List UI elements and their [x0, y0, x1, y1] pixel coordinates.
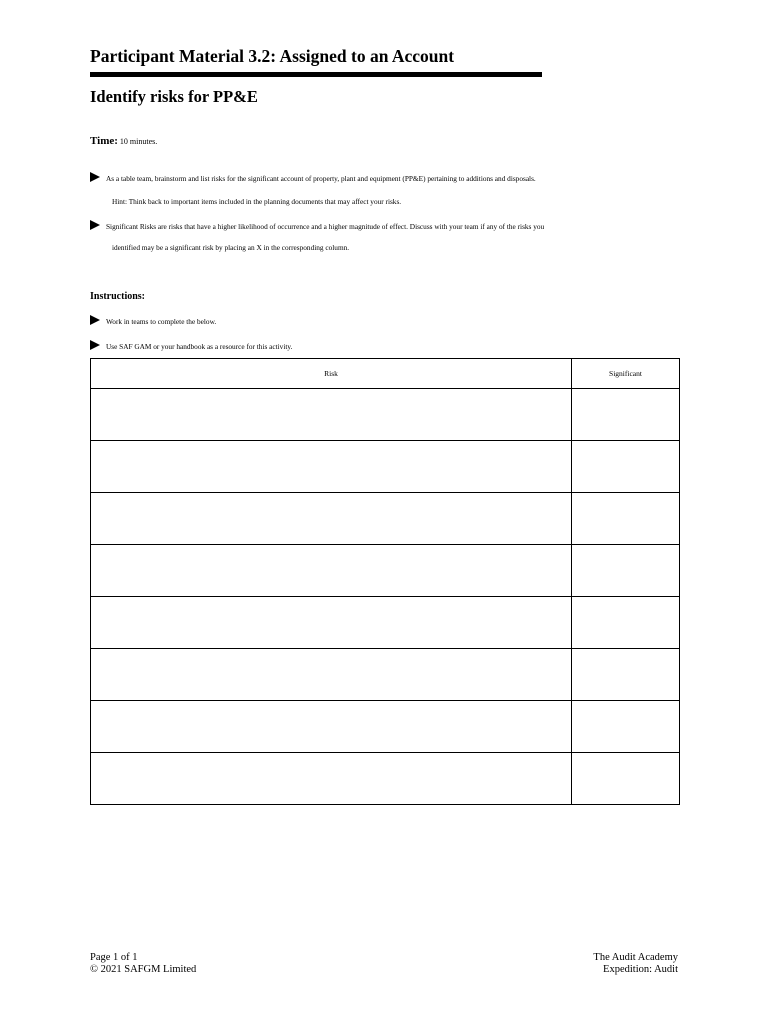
arrow-bullet-icon [90, 220, 100, 230]
significant-cell[interactable] [572, 441, 680, 493]
table-header-row [91, 359, 680, 389]
significant-cell[interactable] [572, 649, 680, 701]
table-row [91, 597, 680, 649]
page-number: Page 1 of 1 [90, 952, 138, 963]
risk-column-header: Risk [91, 359, 572, 389]
arrow-bullet-icon [90, 172, 100, 182]
significant-cell[interactable] [572, 597, 680, 649]
time-label: Time: [90, 135, 118, 147]
table-row [91, 649, 680, 701]
instruction-item-1-text: Work in teams to complete the below. [106, 317, 217, 326]
significant-column-header: Significant [572, 359, 680, 389]
copyright: © 2021 SAFGM Limited [90, 964, 197, 975]
risk-table [90, 358, 680, 805]
significant-cell[interactable] [572, 701, 680, 753]
instruction-item-1 [90, 315, 216, 327]
time-line [90, 135, 157, 147]
significant-cell[interactable] [572, 545, 680, 597]
time-value: 10 minutes. [119, 137, 158, 146]
table-row [91, 701, 680, 753]
bullet-1 [90, 172, 536, 184]
table-row [91, 441, 680, 493]
footer-left [90, 952, 196, 976]
bullet-1-text: As a table team, brainstorm and list risks for the significant account of property, plant and equipment (PP&E) pertaining to additions and disposals. [106, 174, 536, 183]
table-row [91, 493, 680, 545]
bullet-2-text: Significant Risks are risks that have a higher likelihood of occurrence and a higher magnitude of effect. Discuss with your team if any of the risks you [106, 222, 545, 231]
title-underline [90, 72, 542, 77]
table-row [91, 753, 680, 805]
risk-cell[interactable] [91, 493, 572, 545]
risk-cell[interactable] [91, 701, 572, 753]
risk-cell[interactable] [91, 441, 572, 493]
instructions-heading: Instructions: [90, 291, 146, 302]
significant-cell[interactable] [572, 389, 680, 441]
risk-cell[interactable] [91, 545, 572, 597]
table-row [91, 545, 680, 597]
page-subtitle: Identify risks for PP&E [90, 87, 258, 106]
hint-text: Hint: Think back to important items included in the planning documents that may affect your risks. [112, 197, 402, 206]
instruction-item-2 [90, 340, 292, 352]
organization-name: The Audit Academy [593, 952, 678, 963]
risk-cell[interactable] [91, 597, 572, 649]
table-row [91, 389, 680, 441]
risk-cell[interactable] [91, 753, 572, 805]
program-name: Expedition: Audit [603, 964, 678, 975]
significant-cell[interactable] [572, 753, 680, 805]
footer-right [593, 952, 678, 976]
risk-cell[interactable] [91, 389, 572, 441]
risk-cell[interactable] [91, 649, 572, 701]
arrow-bullet-icon [90, 315, 100, 325]
instruction-item-2-text: Use SAF GAM or your handbook as a resource for this activity. [106, 342, 293, 351]
bullet-2-continuation: identified may be a significant risk by placing an X in the corresponding column. [112, 243, 350, 252]
bullet-2 [90, 220, 544, 232]
page-title: Participant Material 3.2: Assigned to an Account [90, 46, 455, 66]
arrow-bullet-icon [90, 340, 100, 350]
significant-cell[interactable] [572, 493, 680, 545]
